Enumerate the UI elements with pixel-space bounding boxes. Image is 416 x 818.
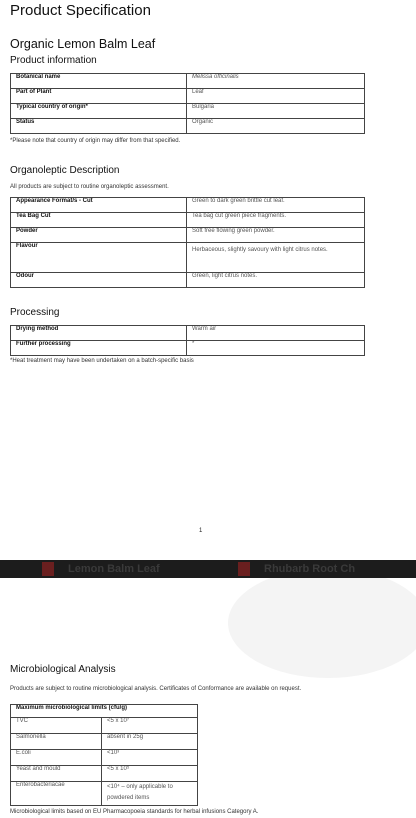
document-title: Product Specification [10,2,151,19]
row-value: <10⁴ – only applicable to powdered items [102,782,198,806]
row-label: Enterobacteriacae [11,782,102,806]
row-value: Bulgaria [187,104,365,119]
band-right-text: Rhubarb Root Ch [264,563,356,575]
row-label: E.coli [11,750,102,766]
table-header-row [11,705,198,718]
row-value: Melissa officinalis [187,74,365,89]
row-label: Part of Plant [11,89,187,104]
band-left-text: Lemon Balm Leaf [68,563,160,575]
table-row [11,74,365,89]
row-label: Drying method [11,326,187,341]
page-separator-band [0,560,416,578]
row-value: Leaf [187,89,365,104]
table-row [11,734,198,750]
row-value: absent in 25g [102,734,198,750]
origin-note: *Please note that country of origin may differ from that specified. [10,138,181,144]
thumbnail-marker [238,562,250,576]
row-label: Status [11,119,187,134]
micro-intro: Products are subject to routine microbiological analysis. Certificates of Conformance are available on request. [10,686,302,692]
row-value: Tea bag cut green piece fragments. [187,213,365,228]
table-row [11,104,365,119]
row-value: <5 x 10⁵ [102,766,198,782]
row-label: Tea Bag Cut [11,213,187,228]
table-row [11,750,198,766]
watermark-shape [228,578,416,678]
heat-treatment-note: *Heat treatment may have been undertaken on a batch-specific basis [10,358,194,364]
table-row [11,213,365,228]
organoleptic-heading: Organoleptic Description [10,165,120,176]
micro-table-header: Maximum microbiological limits (cfu/g) [11,705,198,718]
row-label: Odour [11,273,187,288]
row-value: Green, light citrus notes. [187,273,365,288]
document-page-2 [0,578,416,818]
product-name: Organic Lemon Balm Leaf [10,37,156,51]
micro-heading: Microbiological Analysis [10,664,116,675]
row-label: TVC [11,718,102,734]
table-row [11,243,365,273]
row-label: Further processing [11,341,187,356]
row-label: Typical country of origin* [11,104,187,119]
row-value: Warm air [187,326,365,341]
micro-table [10,704,198,806]
table-row [11,198,365,213]
table-row [11,119,365,134]
table-row [11,273,365,288]
row-value: Organic [187,119,365,134]
row-value: Herbaceous, slightly savoury with light citrus notes. [187,243,365,273]
row-label: Salmonella [11,734,102,750]
row-label: Yeast and mould [11,766,102,782]
row-value: Green to dark green brittle cut leaf. [187,198,365,213]
product-info-heading: Product information [10,55,97,66]
table-row [11,718,198,734]
row-value: Soft free flowing green powder. [187,228,365,243]
product-info-table [10,73,365,134]
processing-heading: Processing [10,307,60,318]
table-row [11,326,365,341]
table-row [11,766,198,782]
micro-note: Microbiological limits based on EU Pharmacopoeia standards for herbal infusions Category A. [10,809,259,815]
organoleptic-table [10,197,365,288]
row-label: Appearance Format/s - Cut [11,198,187,213]
row-label: Botanical name [11,74,187,89]
thumbnail-marker [42,562,54,576]
table-row [11,782,198,806]
processing-table [10,325,365,356]
row-label: Flavour [11,243,187,273]
table-row [11,89,365,104]
row-value: <5 x 10⁷ [102,718,198,734]
table-row [11,228,365,243]
row-value: * [187,341,365,356]
page-number: 1 [199,528,203,534]
row-value: <10³ [102,750,198,766]
organoleptic-intro: All products are subject to routine organoleptic assessment. [10,184,169,190]
table-row [11,341,365,356]
row-label: Powder [11,228,187,243]
